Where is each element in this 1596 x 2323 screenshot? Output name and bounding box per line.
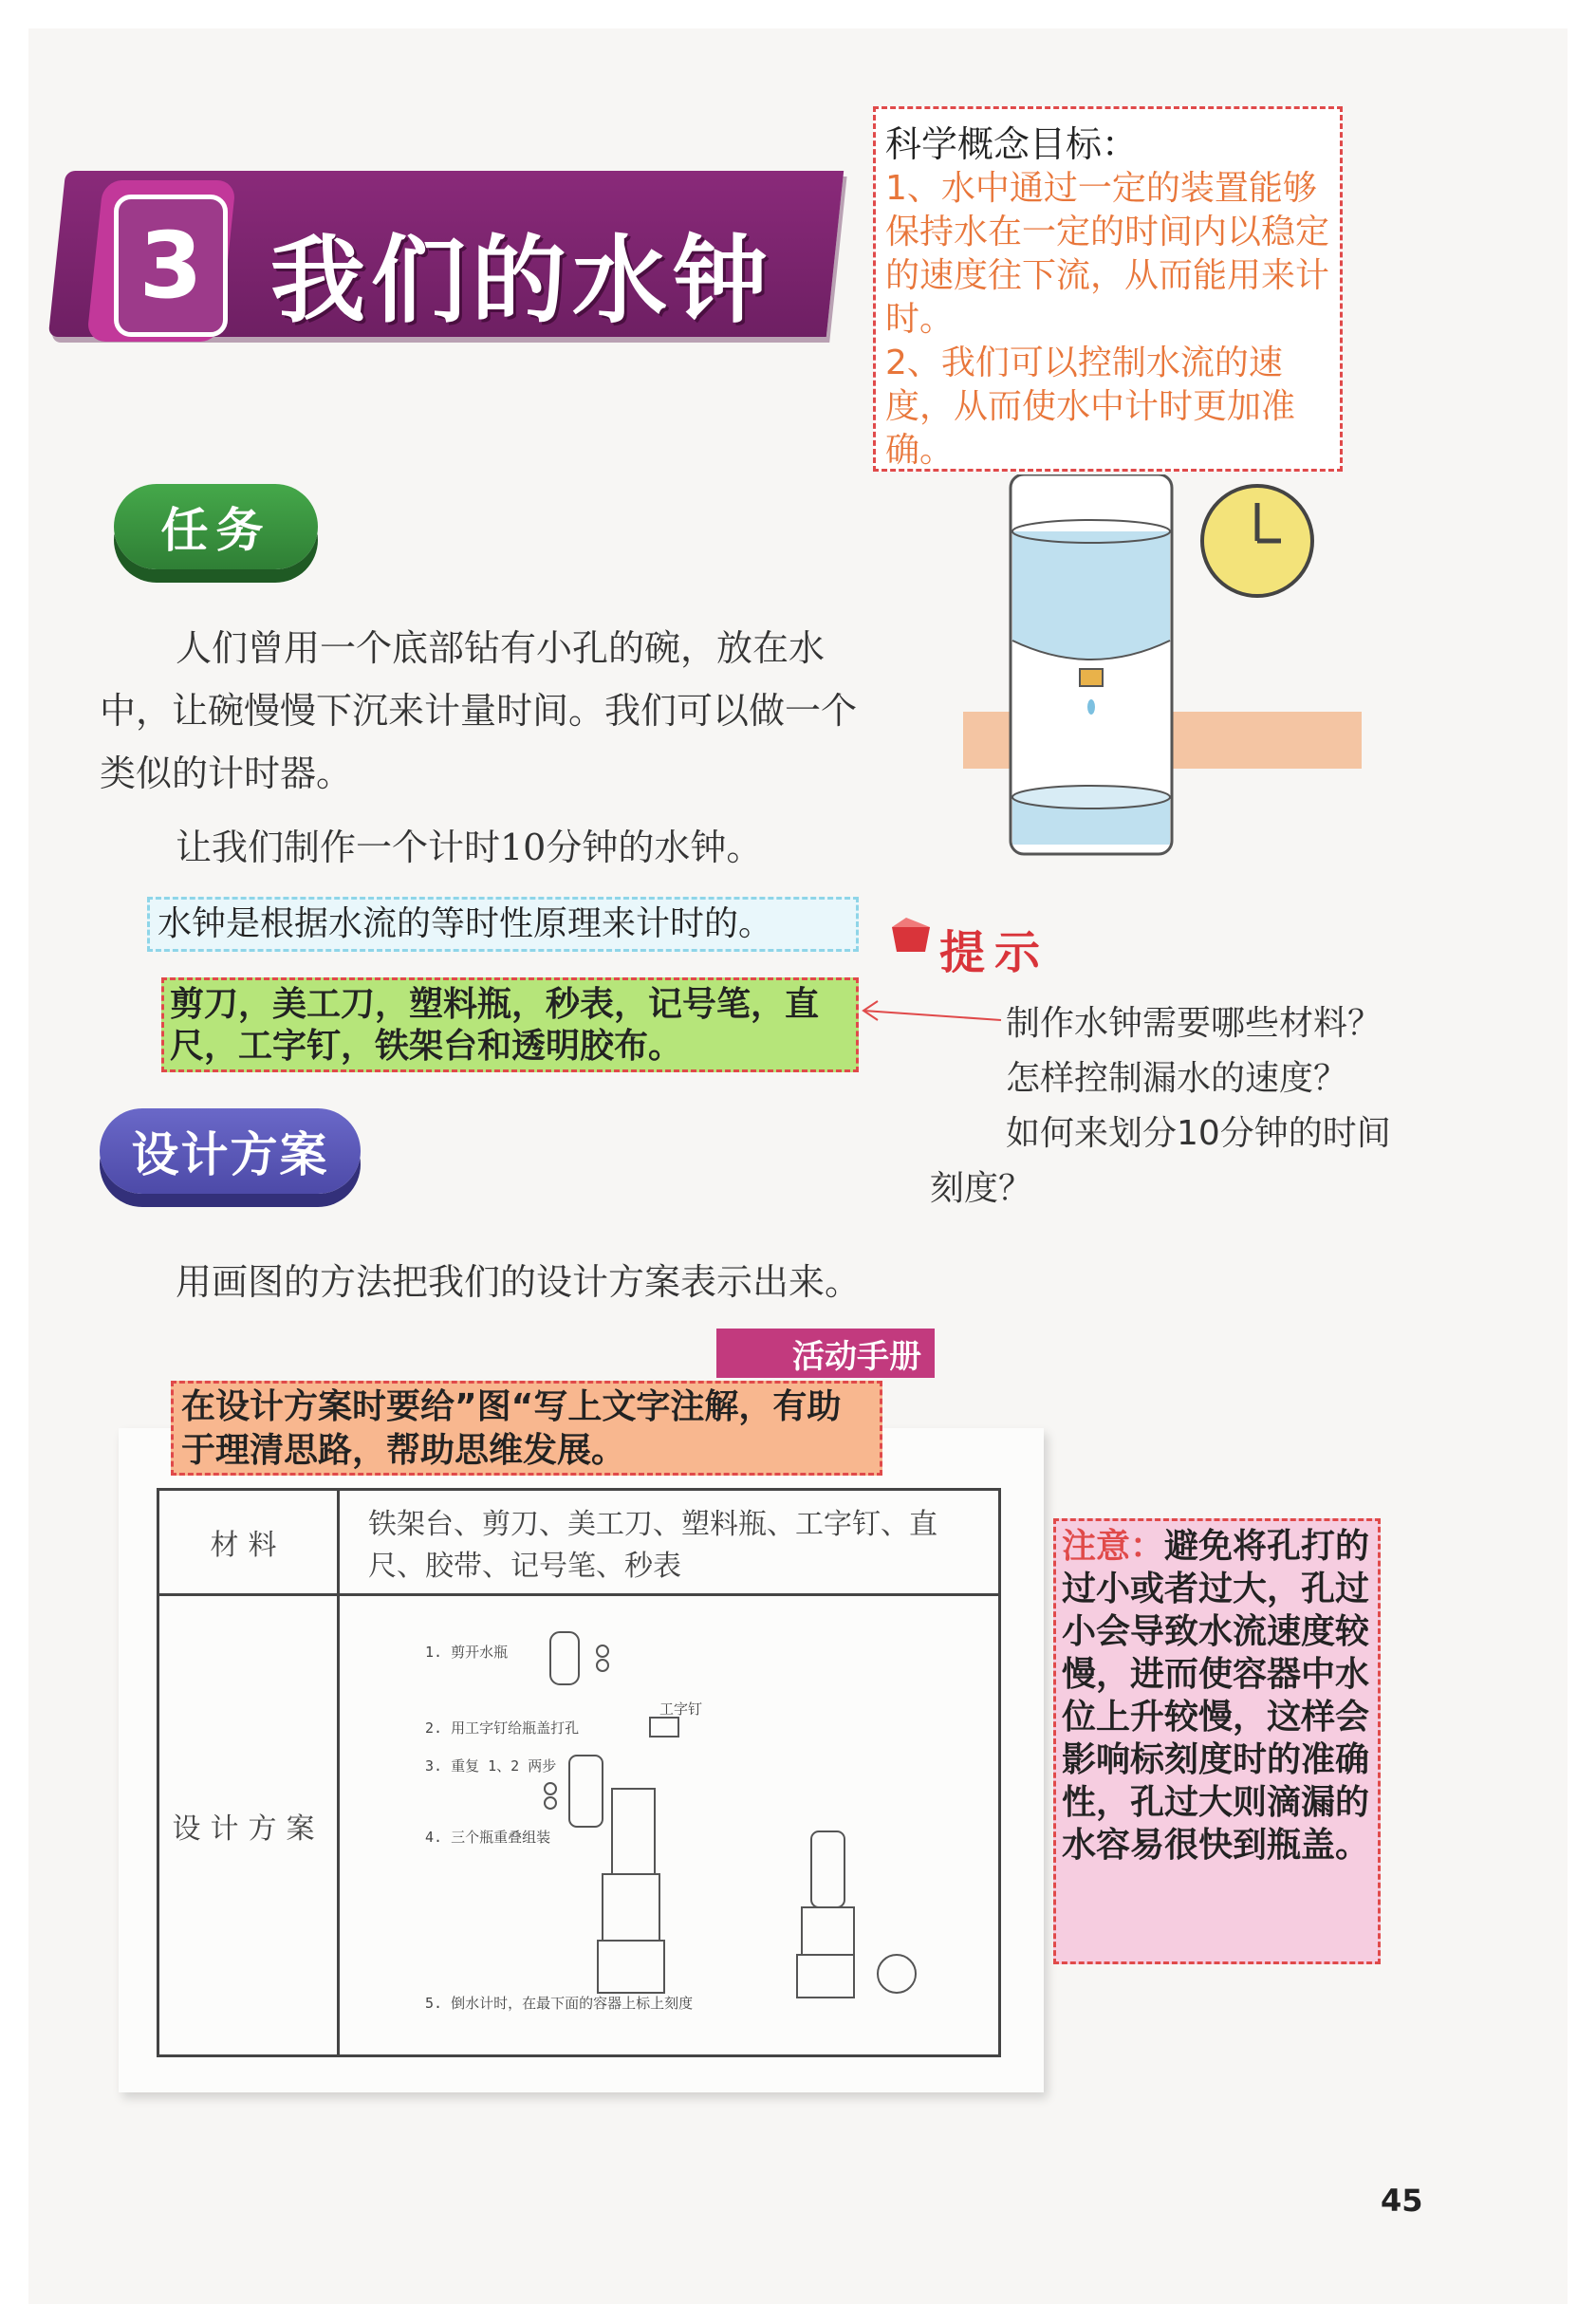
step-5: 5. 倒水计时，在最下面的容器上标上刻度: [425, 1995, 694, 2012]
concept-goal-heading: 科学概念目标：: [885, 123, 1139, 165]
page-number: 45: [1381, 2183, 1423, 2219]
concept-goal-item-1: 1、水中通过一定的装置能够保持水在一定的时间内以稳定的速度往下流，从而能用来计时。: [885, 169, 1330, 339]
materials-label: 材料: [158, 1490, 339, 1595]
step-2: 2. 用工字钉给瓶盖打孔: [425, 1719, 580, 1737]
tip-title: 提示: [939, 926, 1050, 979]
materials-value: 铁架台、剪刀、美工刀、塑料瓶、工字钉、直尺、胶带、记号笔、秒表: [339, 1490, 1000, 1595]
caution-lead: 注意：: [1062, 1527, 1165, 1566]
tip-question-2: 怎样控制漏水的速度？: [1006, 1059, 1348, 1098]
lesson-number: 3: [114, 195, 228, 337]
design-sketch: [531, 1623, 930, 2002]
tip-icon: [887, 916, 935, 958]
step-3: 3. 重复 1、2 两步: [425, 1757, 557, 1775]
step-1: 1. 剪开水瓶: [425, 1644, 509, 1661]
clock-icon: [1196, 479, 1319, 603]
tip-question-3: 如何来划分10分钟的时间刻度？: [930, 1114, 1391, 1208]
caution-text: 避免将孔打的过小或者过大，孔过小会导致水流速度较慢，进而使容器中水位上升较慢，这样会影响标刻度时的准确性，孔过大则滴漏的水容易很快到瓶盖。: [1062, 1527, 1370, 1865]
concept-goal-item-2: 2、我们可以控制水流的速度，从而使水中计时更加准确。: [885, 344, 1296, 470]
principle-note: 水钟是根据水流的等时性原理来计时的。: [147, 897, 859, 952]
tip-arrow: [859, 996, 1006, 1025]
task-goal-sentence: 让我们制作一个计时10分钟的水钟。: [176, 827, 763, 868]
lesson-title: 我们的水钟: [270, 225, 773, 336]
activity-handbook-tag: 活动手册: [716, 1329, 935, 1378]
pin-label: 工字钉: [659, 1700, 703, 1718]
design-instruction: 用画图的方法把我们的设计方案表示出来。: [176, 1261, 862, 1303]
task-paragraph: 人们曾用一个底部钻有小孔的碗，放在水中，让碗慢慢下沉来计量时间。我们可以做一个类似的计时器。: [100, 627, 858, 794]
design-pill: 设计方案: [100, 1108, 361, 1194]
design-note: 在设计方案时要给”图“写上文字注解，有助于理清思路，帮助思维发展。: [171, 1381, 882, 1476]
design-plan-label: 设计方案: [158, 1595, 339, 2056]
concept-goal-box: [873, 106, 1343, 472]
caution-box: [1053, 1518, 1381, 1964]
tip-question-1: 制作水钟需要哪些材料？: [1006, 1004, 1383, 1043]
materials-answer: 剪刀，美工刀，塑料瓶，秒表，记号笔，直尺，工字钉，铁架台和透明胶布。: [161, 977, 859, 1072]
task-pill: 任务: [114, 484, 318, 569]
step-4: 4. 三个瓶重叠组装: [425, 1829, 551, 1846]
